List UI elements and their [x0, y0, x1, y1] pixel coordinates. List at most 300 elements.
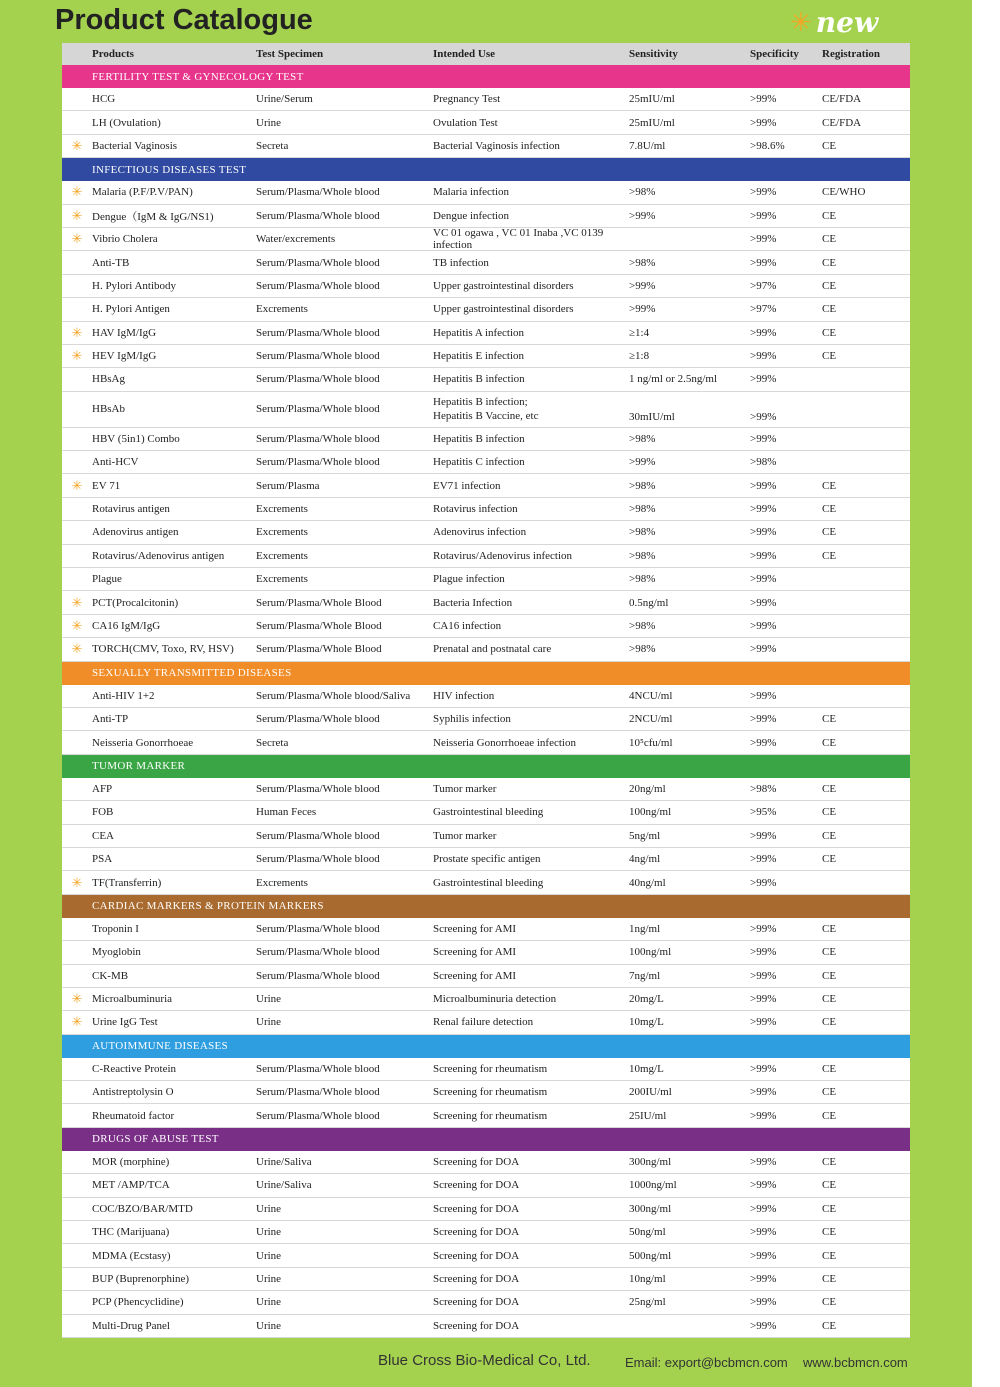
registration: CE: [822, 303, 837, 316]
product-name: PCT(Procalcitonin): [92, 596, 179, 609]
intended-use: Malaria infection: [433, 186, 510, 199]
registration: CE: [822, 1156, 837, 1169]
specificity: >99%: [750, 713, 777, 726]
specificity: >99%: [750, 689, 777, 702]
specificity: >99%: [750, 256, 777, 269]
test-specimen: Serum/Plasma: [256, 479, 320, 492]
test-specimen: Secreta: [256, 139, 289, 152]
sensitivity: >98%: [629, 573, 656, 586]
intended-use: Screening for DOA: [433, 1156, 520, 1169]
registration: CE: [822, 1179, 837, 1192]
sensitivity: >98%: [629, 526, 656, 539]
product-table: [62, 43, 910, 1338]
section-header: CARDIAC MARKERS & PROTEIN MARKERS: [62, 895, 910, 918]
sensitivity: >98%: [629, 479, 656, 492]
product-name: PCP (Phencyclidine): [92, 1296, 184, 1309]
sensitivity: 7ng/ml: [629, 969, 661, 982]
test-specimen: Urine: [256, 993, 282, 1006]
test-specimen: Urine/Saliva: [256, 1179, 312, 1192]
product-name: Plague: [92, 573, 122, 586]
test-specimen: Urine: [256, 1226, 282, 1239]
star-icon: ✳: [790, 7, 812, 37]
registration: CE: [822, 1249, 837, 1262]
product-name: EV 71: [92, 479, 121, 492]
sensitivity: 10ng/ml: [629, 1272, 666, 1285]
test-specimen: Serum/Plasma/Whole Blood: [256, 596, 382, 609]
new-star-icon: ✳: [71, 324, 83, 340]
specificity: >95%: [750, 806, 777, 819]
sensitivity: >98%: [629, 643, 656, 656]
sensitivity: 1ng/ml: [629, 922, 661, 935]
specificity: >99%: [750, 993, 777, 1006]
sensitivity: 2NCU/ml: [629, 713, 673, 726]
test-specimen: Serum/Plasma/Whole blood: [256, 829, 380, 842]
specificity: >99%: [750, 1156, 777, 1169]
test-specimen: Urine/Serum: [256, 93, 313, 106]
section-header: TUMOR MARKER: [62, 755, 910, 778]
test-specimen: Urine: [256, 1296, 282, 1309]
test-specimen: Serum/Plasma/Whole blood: [256, 1062, 380, 1075]
intended-use: Renal failure detection: [433, 1016, 534, 1029]
intended-use: Screening for rheumatism: [433, 1086, 548, 1099]
new-star-icon: ✳: [71, 184, 83, 200]
product-name: MDMA (Ecstasy): [92, 1249, 171, 1262]
table-row: [62, 205, 910, 228]
sensitivity: 20mg/L: [629, 993, 664, 1006]
specificity: >99%: [750, 853, 777, 866]
test-specimen: Serum/Plasma/Whole blood: [256, 326, 380, 339]
specificity: >98%: [750, 456, 777, 469]
specificity: >99%: [750, 410, 777, 423]
test-specimen: Excrements: [256, 549, 308, 562]
registration: CE: [822, 1272, 837, 1285]
table-row: [62, 545, 910, 568]
table-row: [62, 918, 910, 941]
specificity: >98%: [750, 782, 777, 795]
table-row: [62, 638, 910, 661]
sensitivity: 25ng/ml: [629, 1296, 666, 1309]
new-star-icon: ✳: [71, 618, 83, 633]
intended-use: Screening for DOA: [433, 1202, 520, 1215]
registration: CE: [822, 736, 837, 749]
sensitivity: 4ng/ml: [629, 853, 661, 866]
specificity: >99%: [750, 373, 777, 386]
sensitivity: ≥1:4: [629, 326, 650, 339]
test-specimen: Excrements: [256, 303, 308, 316]
registration: CE: [822, 139, 837, 152]
test-specimen: Excrements: [256, 503, 308, 516]
sensitivity: 40ng/ml: [629, 876, 666, 889]
product-name: Bacterial Vaginosis: [92, 139, 178, 152]
test-specimen: Serum/Plasma/Whole blood: [256, 432, 380, 445]
table-row: [62, 568, 910, 591]
test-specimen: Serum/Plasma/Whole Blood: [256, 620, 382, 632]
table-row: [62, 275, 910, 298]
intended-use: [433, 395, 629, 423]
specificity: >99%: [750, 1202, 777, 1215]
intended-use: Screening for AMI: [433, 922, 517, 935]
specificity: >99%: [750, 1109, 777, 1122]
test-specimen: Urine/Saliva: [256, 1156, 312, 1169]
intended-use: Gastrointestinal bleeding: [433, 876, 544, 889]
header-sensitivity: Sensitivity: [629, 48, 678, 60]
table-row: [62, 181, 910, 204]
sensitivity: >99%: [629, 456, 656, 469]
product-name: HCG: [92, 93, 116, 106]
contact-email: Email: export@bcbmcn.com: [625, 1355, 788, 1370]
intended-use: Bacteria Infection: [433, 596, 513, 609]
intended-use: VC 01 ogawa , VC 01 Inaba ,VC 0139 infection: [433, 227, 604, 252]
sensitivity: 0.5ng/ml: [629, 596, 669, 609]
product-name: Antistreptolysin O: [92, 1086, 174, 1099]
product-name: Rotavirus antigen: [92, 503, 170, 516]
header-products: Products: [92, 48, 134, 60]
registration: CE: [822, 782, 837, 795]
intended-use: Tumor marker: [433, 829, 497, 842]
table-row: [62, 1081, 910, 1104]
specificity: >99%: [750, 432, 777, 445]
intended-use: Tumor marker: [433, 782, 497, 795]
table-row: [62, 428, 910, 451]
specificity: >99%: [750, 876, 777, 889]
registration: CE: [822, 993, 837, 1006]
table-row: [62, 368, 910, 391]
website: www.bcbmcn.com: [803, 1355, 908, 1370]
table-row: [62, 965, 910, 988]
table-row: [62, 1011, 910, 1034]
product-name: Malaria (P.F/P.V/PAN): [92, 186, 193, 199]
table-row: [62, 708, 910, 731]
specificity: >99%: [750, 1226, 777, 1239]
product-name: THC (Marijuana): [92, 1226, 170, 1239]
table-row: [62, 111, 910, 134]
specificity: >99%: [750, 233, 777, 246]
intended-use: Syphilis infection: [433, 713, 511, 726]
table-row: [62, 591, 910, 614]
registration: CE: [822, 1226, 837, 1239]
test-specimen: Serum/Plasma/Whole Blood: [256, 643, 382, 656]
specificity: >99%: [750, 1062, 777, 1075]
test-specimen: Serum/Plasma/Whole blood: [256, 1109, 380, 1122]
specificity: >97%: [750, 303, 777, 316]
test-specimen: Serum/Plasma/Whole blood: [256, 713, 380, 726]
table-header: [62, 43, 910, 65]
product-name: Adenovirus antigen: [92, 526, 179, 539]
specificity: >99%: [750, 326, 777, 339]
specificity: >99%: [750, 1296, 777, 1309]
registration: CE: [822, 713, 837, 726]
product-name: TF(Transferrin): [92, 876, 162, 889]
table-row: [62, 345, 910, 368]
specificity: >99%: [750, 620, 777, 632]
specificity: >98.6%: [750, 139, 785, 152]
section-header: AUTOIMMUNE DISEASES: [62, 1035, 910, 1058]
registration: CE: [822, 503, 837, 516]
table-row: [62, 848, 910, 871]
test-specimen: Serum/Plasma/Whole blood: [256, 186, 380, 199]
intended-use: EV71 infection: [433, 479, 501, 492]
registration: CE: [822, 549, 837, 562]
product-name: Microalbuminuria: [92, 993, 173, 1006]
intended-use: Upper gastrointestinal disorders: [433, 303, 574, 316]
registration: CE: [822, 279, 837, 292]
product-name: Anti-TP: [92, 713, 129, 726]
specificity: >99%: [750, 1086, 777, 1099]
registration: CE: [822, 946, 837, 959]
table-row: [62, 521, 910, 544]
table-row: [62, 88, 910, 111]
sensitivity: 1 ng/ml or 2.5ng/ml: [629, 373, 717, 386]
sensitivity: 10mg/L: [629, 1016, 664, 1029]
intended-use: Screening for rheumatism: [433, 1109, 548, 1122]
specificity: >99%: [750, 503, 777, 516]
intended-use: Upper gastrointestinal disorders: [433, 279, 574, 292]
registration: CE: [822, 1109, 837, 1122]
table-row: [62, 1058, 910, 1081]
product-name: Rotavirus/Adenovirus antigen: [92, 549, 225, 562]
sensitivity: 100ng/ml: [629, 806, 672, 819]
table-row: [62, 135, 910, 158]
table-body: [62, 65, 910, 1338]
intended-use: Ovulation Test: [433, 116, 498, 129]
specificity: >99%: [750, 209, 777, 222]
table-row: [62, 731, 910, 754]
product-name: FOB: [92, 806, 114, 819]
intended-use: Screening for DOA: [433, 1319, 520, 1332]
table-row: [62, 941, 910, 964]
test-specimen: Serum/Plasma/Whole blood: [256, 256, 380, 269]
test-specimen: Excrements: [256, 573, 308, 586]
intended-use-line: Hepatitis B Vaccine, etc: [433, 410, 539, 423]
test-specimen: Excrements: [256, 526, 308, 539]
test-specimen: Excrements: [256, 876, 308, 889]
product-name: HBsAg: [92, 373, 126, 386]
intended-use-line: Hepatitis B infection;: [433, 396, 528, 409]
registration: CE/FDA: [822, 93, 862, 106]
new-star-icon: ✳: [71, 594, 83, 610]
intended-use: Screening for DOA: [433, 1226, 520, 1239]
sensitivity: 1000ng/ml: [629, 1179, 677, 1192]
product-name: H. Pylori Antigen: [92, 303, 170, 316]
new-star-icon: ✳: [71, 477, 83, 493]
intended-use: Screening for DOA: [433, 1296, 520, 1309]
table-row: [62, 1198, 910, 1221]
product-name: HBsAb: [92, 403, 126, 416]
header-registration: Registration: [822, 48, 881, 60]
test-specimen: Serum/Plasma/Whole blood: [256, 1086, 380, 1099]
new-star-icon: ✳: [71, 1014, 83, 1030]
sensitivity: 500ng/ml: [629, 1249, 672, 1262]
sensitivity: >98%: [629, 503, 656, 516]
new-star-icon: ✳: [71, 207, 83, 223]
intended-use: Rotavirus/Adenovirus infection: [433, 549, 573, 562]
sensitivity: 7.8U/ml: [629, 139, 666, 152]
sensitivity: 10⁵cfu/ml: [629, 736, 673, 749]
new-star-icon: ✳: [71, 348, 83, 364]
new-star-icon: ✳: [71, 231, 83, 247]
header-intended-use: Intended Use: [433, 48, 496, 60]
intended-use: Adenovirus infection: [433, 526, 527, 539]
registration: CE/FDA: [822, 116, 862, 129]
intended-use: Hepatitis E infection: [433, 350, 525, 363]
intended-use: Plague infection: [433, 573, 505, 586]
registration: CE: [822, 350, 837, 363]
product-name: Multi-Drug Panel: [92, 1319, 170, 1332]
table-row: [62, 228, 910, 251]
test-specimen: Serum/Plasma/Whole blood: [256, 922, 380, 935]
sensitivity: 200IU/ml: [629, 1086, 672, 1099]
table-row: [62, 615, 910, 638]
registration: CE: [822, 233, 837, 246]
table-row: [62, 1104, 910, 1127]
sensitivity: >98%: [629, 549, 656, 562]
test-specimen: Serum/Plasma/Whole blood: [256, 209, 380, 222]
intended-use: Hepatitis B infection: [433, 373, 525, 386]
sensitivity: 100ng/ml: [629, 946, 672, 959]
product-name: CK-MB: [92, 969, 129, 982]
specificity: >99%: [750, 479, 777, 492]
test-specimen: Urine: [256, 116, 282, 129]
specificity: >99%: [750, 969, 777, 982]
table-row: [62, 871, 910, 894]
specificity: >99%: [750, 736, 777, 749]
specificity: >99%: [750, 829, 777, 842]
intended-use: Prostate specific antigen: [433, 853, 541, 866]
intended-use: Screening for AMI: [433, 946, 517, 959]
test-specimen: Serum/Plasma/Whole blood: [256, 946, 380, 959]
table-row: [62, 451, 910, 474]
intended-use: Screening for AMI: [433, 969, 517, 982]
product-name: MET /AMP/TCA: [92, 1179, 170, 1192]
new-star-icon: ✳: [71, 991, 83, 1007]
table-row: [62, 498, 910, 521]
product-name: MOR (morphine): [92, 1156, 170, 1169]
specificity: >99%: [750, 93, 777, 106]
registration: CE: [822, 806, 837, 819]
sensitivity: 30mIU/ml: [629, 410, 675, 423]
specificity: >99%: [750, 946, 777, 959]
product-name: C-Reactive Protein: [92, 1062, 177, 1075]
specificity: >99%: [750, 573, 777, 586]
registration: CE/WHO: [822, 186, 866, 199]
table-row: [62, 474, 910, 497]
registration: CE: [822, 1296, 837, 1309]
specificity: >99%: [750, 596, 777, 609]
product-name: Anti-HIV 1+2: [92, 689, 155, 702]
registration: CE: [822, 922, 837, 935]
specificity: >97%: [750, 279, 777, 292]
product-name: HBV (5in1) Combo: [92, 432, 180, 445]
intended-use: HIV infection: [433, 689, 495, 702]
registration: CE: [822, 1062, 837, 1075]
test-specimen: Serum/Plasma/Whole blood: [256, 456, 380, 469]
sensitivity: >99%: [629, 303, 656, 316]
intended-use: Screening for rheumatism: [433, 1062, 548, 1075]
product-name: HAV IgM/IgG: [92, 326, 157, 339]
product-name: Myoglobin: [92, 946, 141, 959]
intended-use: Rotavirus infection: [433, 503, 518, 516]
page-title: Product Catalogue: [55, 4, 313, 36]
test-specimen: Serum/Plasma/Whole blood: [256, 782, 380, 795]
product-name: LH (Ovulation): [92, 116, 161, 129]
company-name: Blue Cross Bio-Medical Co, Ltd.: [378, 1352, 591, 1369]
test-specimen: Urine: [256, 1319, 282, 1332]
sensitivity: ≥1:8: [629, 350, 650, 363]
new-label: new: [815, 6, 879, 39]
product-name: CEA: [92, 829, 114, 842]
test-specimen: Urine: [256, 1272, 282, 1285]
new-badge: [790, 6, 878, 39]
specificity: >99%: [750, 1179, 777, 1192]
test-specimen: Human Feces: [256, 806, 317, 819]
new-star-icon: ✳: [71, 137, 83, 153]
product-name: AFP: [92, 782, 113, 795]
registration: CE: [822, 1202, 837, 1215]
product-name: Anti-TB: [92, 256, 130, 269]
sensitivity: 25IU/ml: [629, 1109, 667, 1122]
intended-use: Prenatal and postnatal care: [433, 643, 552, 656]
test-specimen: Serum/Plasma/Whole blood: [256, 969, 380, 982]
table-row: [62, 1291, 910, 1314]
test-specimen: Urine: [256, 1249, 282, 1262]
table-row: [62, 1221, 910, 1244]
product-name: Dengue（IgM & IgG/NS1): [92, 210, 214, 223]
sensitivity: >98%: [629, 620, 656, 632]
intended-use: Screening for DOA: [433, 1179, 520, 1192]
sensitivity: 25mIU/ml: [629, 93, 675, 106]
intended-use: Gastrointestinal bleeding: [433, 806, 544, 819]
specificity: >99%: [750, 116, 777, 129]
sensitivity: 5ng/ml: [629, 829, 661, 842]
test-specimen: Serum/Plasma/Whole blood: [256, 350, 380, 363]
sensitivity: >99%: [629, 279, 656, 292]
sensitivity: 4NCU/ml: [629, 689, 673, 702]
registration: CE: [822, 853, 837, 866]
table-row: [62, 1244, 910, 1267]
registration: CE: [822, 209, 837, 222]
registration: CE: [822, 1016, 837, 1029]
product-name: PSA: [92, 853, 113, 866]
intended-use: Microalbuminuria detection: [433, 993, 557, 1006]
intended-use: Hepatitis A infection: [433, 326, 525, 339]
test-specimen: Urine: [256, 1016, 282, 1029]
table-row: [62, 778, 910, 801]
product-name: Vibrio Cholera: [92, 233, 158, 246]
test-specimen: Water/excrements: [256, 233, 336, 246]
registration: CE: [822, 969, 837, 982]
specificity: >99%: [750, 549, 777, 562]
sensitivity: >98%: [629, 256, 656, 269]
specificity: >99%: [750, 350, 777, 363]
test-specimen: Urine: [256, 1202, 282, 1215]
intended-use: Hepatitis C infection: [433, 456, 525, 469]
specificity: >99%: [750, 1272, 777, 1285]
product-name: TORCH(CMV, Toxo, RV, HSV): [92, 643, 234, 656]
product-name: Rheumatoid factor: [92, 1109, 175, 1122]
product-name: BUP (Buprenorphine): [92, 1272, 190, 1285]
product-name: H. Pylori Antibody: [92, 279, 177, 292]
specificity: >99%: [750, 1249, 777, 1262]
table-row: [62, 251, 910, 274]
registration: CE: [822, 479, 837, 492]
sensitivity: >99%: [629, 209, 656, 222]
table-row: [62, 1315, 910, 1338]
sensitivity: 10mg/L: [629, 1062, 664, 1075]
intended-use: Screening for DOA: [433, 1249, 520, 1262]
sensitivity: 300ng/ml: [629, 1202, 672, 1215]
sensitivity: 50ng/ml: [629, 1226, 666, 1239]
new-star-icon: ✳: [71, 641, 83, 657]
